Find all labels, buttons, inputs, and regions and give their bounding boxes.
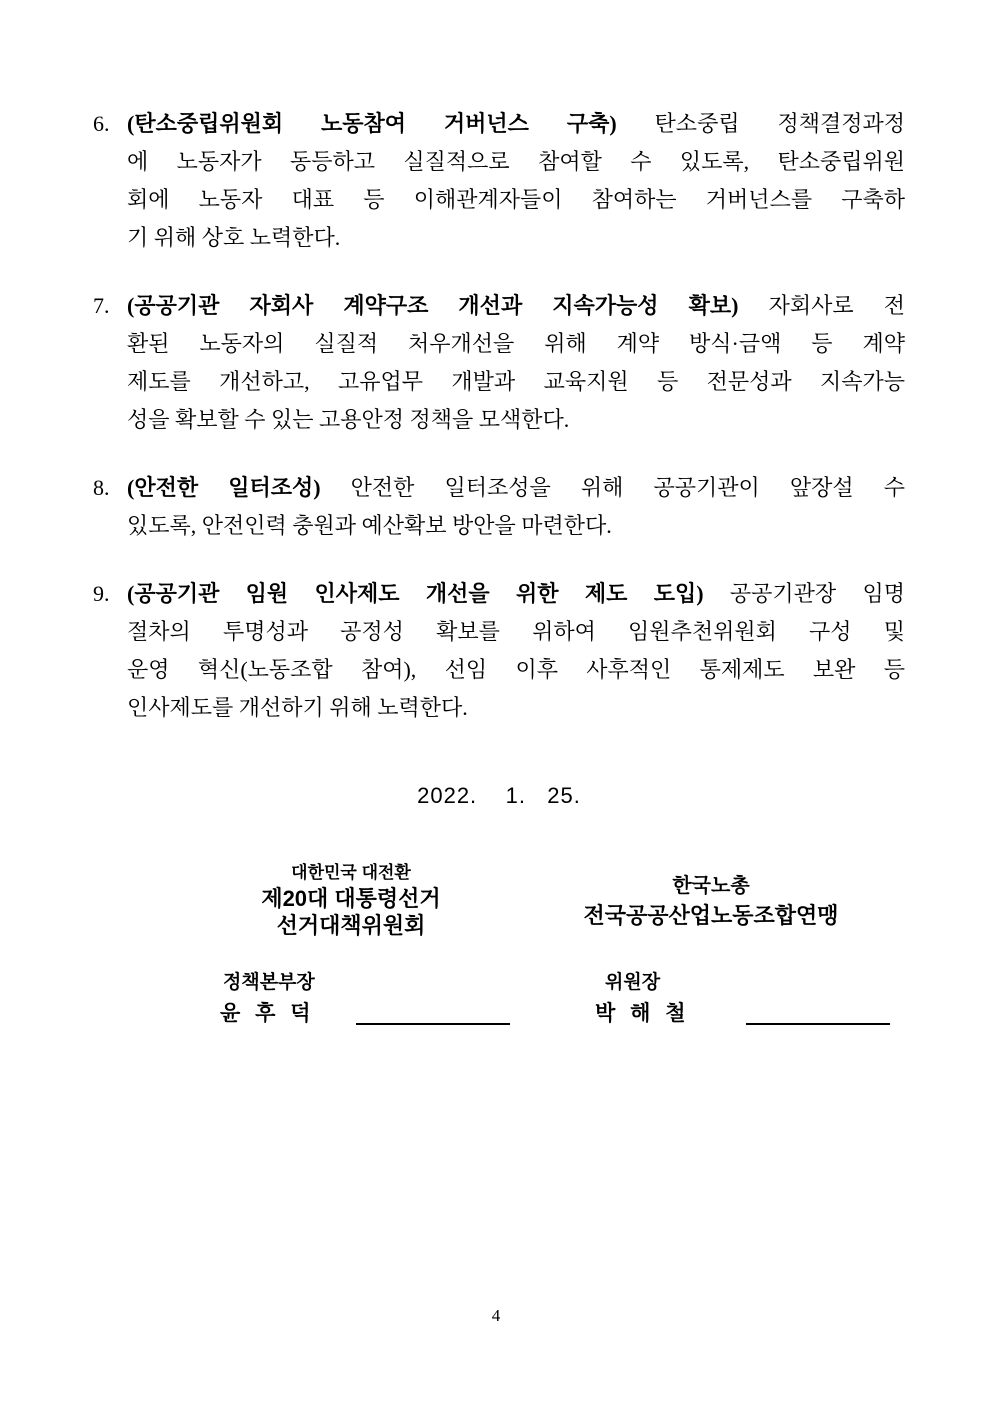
item-number: 9. xyxy=(93,581,110,606)
signature-org-right xyxy=(541,871,881,931)
item-text-block xyxy=(127,469,905,545)
item-number: 8. xyxy=(93,475,110,500)
item-line: 에 노동자가 동등하고 실질적으로 참여할 수 있도록, 탄소중립위원 xyxy=(127,149,905,174)
item-heading-rest: 자회사로 전 xyxy=(738,293,905,318)
item-line: 환된 노동자의 실질적 처우개선을 위해 계약 방식·금액 등 계약 xyxy=(127,331,905,356)
item-line: 인사제도를 개선하기 위해 노력한다. xyxy=(127,695,468,720)
item-line: 있도록, 안전인력 충원과 예산확보 방안을 마련한다. xyxy=(127,513,612,538)
item-heading-rest: 안전한 일터조성을 위해 공공기관이 앞장설 수 xyxy=(320,475,905,500)
list-item-8 xyxy=(93,469,905,545)
item-heading-bold: (안전한 일터조성) xyxy=(127,475,321,500)
list-item-7 xyxy=(93,287,905,439)
list-item-6 xyxy=(93,105,905,257)
signer-role-right: 위원장 xyxy=(605,972,661,993)
item-heading-rest: 공공기관장 임명 xyxy=(703,581,905,606)
item-line xyxy=(127,287,905,325)
item-line xyxy=(127,105,905,143)
signer-name-left: 윤 후 덕 xyxy=(220,1002,313,1025)
item-line: 운영 혁신(노동조합 참여), 선임 이후 사후적인 통제제도 보완 등 xyxy=(127,657,905,682)
item-number: 7. xyxy=(93,293,110,318)
page-number: 4 xyxy=(491,1306,501,1325)
org-right-line2: 전국공공산업노동조합연맹 xyxy=(583,903,839,928)
item-text-block xyxy=(127,287,905,439)
org-left-line1: 대한민국 대전환 xyxy=(291,863,411,882)
item-line: 회에 노동자 대표 등 이해관계자들이 참여하는 거버넌스를 구축하 xyxy=(127,187,905,212)
item-number: 6. xyxy=(93,111,110,136)
item-line: 절차의 투명성과 공정성 확보를 위하여 임원추천위원회 구성 및 xyxy=(127,619,905,644)
item-heading-bold: (공공기관 자회사 계약구조 개선과 지속가능성 확보) xyxy=(127,293,739,318)
item-heading-bold: (공공기관 임원 인사제도 개선을 위한 제도 도입) xyxy=(127,581,704,606)
item-text-block xyxy=(127,575,905,727)
signature-line-right xyxy=(746,1023,890,1025)
list-item-9 xyxy=(93,575,905,727)
org-left-line3: 선거대책위원회 xyxy=(276,913,426,938)
document-date: 2022. 1. 25. xyxy=(417,783,581,808)
item-line xyxy=(127,469,905,507)
signature-org-left xyxy=(181,860,521,939)
item-line: 제도를 개선하고, 고유업무 개발과 교육지원 등 전문성과 지속가능 xyxy=(127,369,905,394)
signature-line-left xyxy=(356,1023,510,1025)
item-heading-rest: 탄소중립 정책결정과정 xyxy=(616,111,905,136)
signer-role-left: 정책본부장 xyxy=(223,972,315,993)
org-left-line2: 제20대 대통령선거 xyxy=(261,886,441,911)
item-line: 성을 확보할 수 있는 고용안정 정책을 모색한다. xyxy=(127,407,570,432)
item-line xyxy=(127,575,905,613)
item-line: 기 위해 상호 노력한다. xyxy=(127,225,341,250)
org-right-line1: 한국노총 xyxy=(672,875,750,897)
signature-section xyxy=(93,860,905,1070)
item-text-block xyxy=(127,105,905,257)
item-heading-bold: (탄소중립위원회 노동참여 거버넌스 구축) xyxy=(127,111,617,136)
signer-name-right: 박 해 철 xyxy=(595,1002,688,1025)
